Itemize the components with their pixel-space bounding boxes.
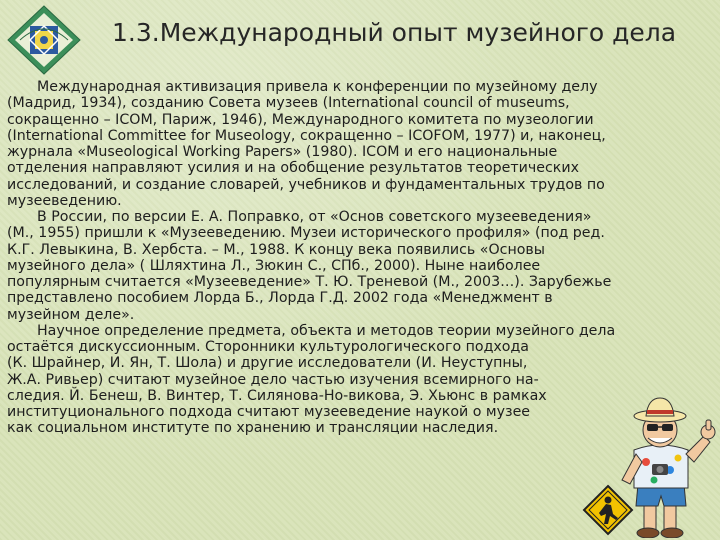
text-line: Международная активизация привела к конференции по музейному делу bbox=[37, 79, 598, 95]
text-line: Научное определение предмета, объекта и методов теории музейного дела bbox=[37, 322, 616, 339]
text-line: К.Г. Левыкина, В. Хербста. – М., 1988. К концу века появились «Основы bbox=[7, 241, 545, 258]
text-line: следия. Й. Бенеш, В. Винтер, Т. Силянова-Но-викова, Э. Хьюнс в рамках bbox=[7, 387, 547, 404]
text-line: остаётся дискуссионным. Сторонники культурологического подхода bbox=[7, 339, 529, 355]
text-line: как социальном институте по хранению и трансляции наследия. bbox=[7, 420, 499, 437]
text-line: (К. Шрайнер, И. Ян, Т. Шола) и другие исследователи (И. Неуступны, bbox=[7, 355, 528, 372]
text-line: отделения направляют усилия и на обобщение результатов теоретических bbox=[7, 160, 579, 177]
text-line: институционального подхода считают музееведение наукой о музее bbox=[7, 404, 531, 420]
text-line: сокращенно – ICOM, Париж, 1946), Международного комитета по музеологии bbox=[7, 111, 594, 128]
text-line: представлено пособием Лорда Б., Лорда Г.Д. 2002 года «Менеджмент в bbox=[7, 290, 553, 307]
text-line: (М., 1955) пришли к «Музееведению. Музеи исторического профиля» (под ред. bbox=[7, 225, 605, 242]
text-line: музейном деле». bbox=[7, 306, 135, 323]
text-line: Ж.А. Ривьер) считают музейное дело частью изучения всемирного на- bbox=[7, 371, 539, 388]
text-line: музейного дела» ( Шляхтина Л., Зюкин С., СПб., 2000). Ныне наиболее bbox=[7, 257, 541, 274]
diamond-logo-icon bbox=[6, 4, 82, 76]
text-line: популярным считается «Музееведение» Т. Ю. Треневой (М., 2003…). Зарубежье bbox=[7, 274, 612, 290]
text-line: исследований, и создание словарей, учебников и фундаментальных трудов по bbox=[7, 176, 605, 193]
text-line: музееведению. bbox=[7, 192, 122, 209]
slide-title: 1.3.Международный опыт музейного дела bbox=[112, 18, 677, 47]
text-line: (Мадрид, 1934), созданию Совета музеев (International council of museums, bbox=[7, 95, 570, 112]
text-line: (International Committee for Museology, сокращенно – ICOFOM, 1977) и, наконец, bbox=[7, 127, 606, 144]
text-line: журнала «Museological Working Papers» (1980). ICOM и его национальные bbox=[7, 144, 558, 160]
road-sign-icon bbox=[582, 484, 634, 536]
slide-body bbox=[7, 79, 707, 437]
text-line: В России, по версии Е. А. Поправко, от «Основ советского музееведения» bbox=[37, 209, 592, 225]
